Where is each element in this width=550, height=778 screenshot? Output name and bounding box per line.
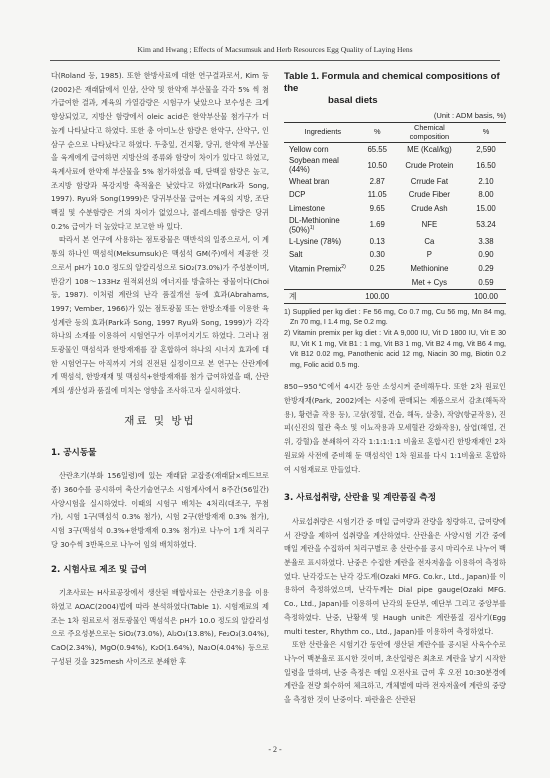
left-column	[51, 69, 269, 668]
table-row	[284, 188, 506, 202]
table-cell: DCP	[289, 190, 306, 200]
diet-table-body	[284, 143, 506, 304]
table-cell: 15.00	[476, 204, 496, 214]
methods-heading: 재료 및 방법	[124, 414, 196, 427]
table-cell: Soybean meal (44%)	[289, 156, 339, 175]
running-head: Kim and Hwang ; Effects of Macsumsuk and Herb Resources Egg Quality of Laying Hens	[137, 45, 413, 54]
table-cell: Crude Ash	[411, 204, 448, 214]
table-header-cell: %	[362, 123, 393, 143]
intro-paragraph-1: 다(Roland 등, 1985). 또한 한방사료에 대한 연구결과로서, Kim 등(2002)은 재래닭에서 인삼, 산약 및 한약재 부산물을 각각 5% 씩 첨가급여한 결과, 계육의 가열감량은 시험구가 낮았으나 보수성은 크게 향상되었고, 지방산 함량에서 oleic acid은 한약부산물 첨가구가 더 높게 나타났다고 하였다. 또한 총 아미노산 함량은 한약구, 산약구, 인삼구 순으로 나타났다고 하였다. 두충잎, 건지황, 당귀, 한약재 부산물을 육계에게 급여하면 지방산의 종류와 함량이 차이가 있다고 하였고, 육계사료에 한약재 부산물을 5% 첨가하였을 때, 단백질 함량은 높고, 조지방 함량과 복강지방 축적율은 낮았다고 하였다(Park과 Song, 1997). Ryu와 Song(1999)은 당귀부산물 급여는 계육의 지방, 조단백질 및 수분함량은 거의 차이가 없었으나, 콜레스테롤 함량은 당귀 0.2% 급여가 더 높았다고 보고한 바 있다.	[51, 71, 269, 231]
table-title-line-2: basal diets	[328, 95, 378, 106]
table-cell: NFE	[421, 220, 438, 230]
table-cell: 0.90	[478, 250, 494, 260]
right-column	[284, 71, 506, 707]
table-row	[284, 262, 506, 276]
table-cell: L-Lysine (78%)	[289, 236, 342, 246]
table-row	[284, 216, 506, 235]
table-cell: Limestone	[289, 204, 325, 214]
table-cell: Yellow corn	[289, 145, 329, 155]
table-cell: 16.50	[476, 160, 496, 170]
right-body	[284, 380, 506, 706]
header-rule	[50, 60, 500, 61]
table-row	[284, 234, 506, 248]
footnote-marker: 1)	[309, 224, 315, 231]
table-total-row	[284, 289, 506, 303]
table-row	[284, 202, 506, 216]
table-cell: 0.13	[369, 236, 385, 246]
table-cell: Crrude Fat	[410, 176, 449, 186]
diet-table	[284, 122, 506, 304]
table-cell: 0.30	[369, 250, 385, 260]
table-header-row	[284, 123, 506, 143]
section-text-diets: 기초사료는 H사료공장에서 생산된 배합사료는 산란초기용을 이용하였고 AOAC(2004)법에 따라 분석하였다(Table 1). 시험재료의 제조는 1차 원료로서 점토광물인 맥섬석은 pH가 10.0 정도의 알칼리성으로 주요성분으로는 SiO₂(73.0%), Al₂O₃(13.8%), Fe₂O₃(3.04%), CaO(2.34%), MgO(0.94%), K₂O(1.64%), Na₂O(4.04%) 등으로 구성된 것을 325mesh 사이즈로 분쇄한 후	[51, 588, 269, 666]
section-title-diets: 2. 시험사료 제조 및 급여	[51, 564, 147, 575]
table-total-cell	[393, 289, 466, 303]
table-cell: P	[426, 250, 432, 260]
table-cell: ME (Kcal/kg)	[407, 145, 452, 155]
table-title	[284, 71, 506, 107]
table-unit: (Unit : ADM basis, %)	[433, 111, 506, 120]
page-number: - 2 -	[268, 745, 282, 754]
table-cell: 8.00	[478, 190, 494, 200]
intro-paragraph-2: 따라서 본 연구에 사용하는 점토광물은 맥반석의 일종으로서, 이 계통의 하나인 맥섬석(Meksumsuk)은 맥섬석 GM(주)에서 제공한 것으로서 pH가 10.0 정도의 알칼리성으로 SiO₂(73.0%)가 주성분이며, 반감기 108～133Hz 원적외선의 에너지를 방출하는 광물이다(Choi 등, 1987). 이처럼 계란의 난각 품질개선 등에 효과(Abrahams, 1997; Vember, 1966)가 있는 점토광물 또는 한방소재를 이용한 육성계란 등의 효과(Park과 Song, 1997 Ryu와 Song, 1999)가 각각 하나의 소재를 이용하여 시험연구가 이루어지기도 하였다. 그러나 점토광물인 맥섬석과 한방재재를 잘 혼합하여 하나의 시너지 효과에 대한 시험연구는 아직까지 거의 진전된 실정이므로 본 연구는 산란계에게 맥섬석, 한방재재 및 맥섬석+한방재재를 첨가 급여하였을 때, 산란계의 생산성과 품질에 미치는 영향을 조사하고자 실시하였다.	[51, 235, 269, 396]
table-cell: Wheat bran	[289, 176, 330, 186]
section-title-animals: 1. 공시동물	[51, 447, 97, 458]
table-cell: 9.65	[369, 204, 385, 214]
table-cell: 65.55	[367, 145, 387, 155]
table-row	[284, 276, 506, 290]
table-cell: 11.05	[367, 190, 387, 200]
table-cell: Crude Protein	[405, 160, 454, 170]
table-footnotes	[284, 307, 506, 371]
table-cell: 0.25	[369, 264, 385, 274]
table-cell: 53.24	[476, 220, 496, 230]
section-title-measurements: 3. 사료섭취량, 산란율 및 계란품질 측정	[284, 493, 436, 504]
table-header-cell: Ingredients	[284, 123, 362, 143]
footnote-marker: 2)	[341, 263, 346, 270]
table-row	[284, 156, 506, 174]
table-cell: Salt	[289, 250, 303, 260]
table-cell	[362, 276, 393, 290]
table-total-cell: 계	[284, 289, 362, 303]
table-row	[284, 143, 506, 157]
table-cell: DL-Methionine $(50\%)^{1)}$	[289, 215, 340, 235]
footnote-vitamins: 2) Vitamin premix per kg diet : Vit A 9,000 IU, Vit D 1800 IU, Vit E 30 IU, Vit K 1 mg, Vit B1 : 1 mg, Vit B3 1 mg, Vit B2 4 mg, Vit B6 4 mg, Vit B12 0.02 mg, Panothenic acid 12 mg, Niacin 30 mg, Biotin 0.2 mg, Folic acid 0.5 mg.	[284, 328, 506, 369]
table-cell: 0.59	[478, 277, 494, 287]
table-header-cell: Chemical composition	[393, 123, 466, 143]
table-cell: 1.69	[369, 220, 385, 230]
table-cell: Met + Cys	[411, 277, 448, 287]
continued-paragraph: 850~950℃에서 4시간 동안 소성시켜 준비해두다. 또한 2차 원료인 한방재재(Park, 2002)에는 시중에 판매되는 제품으로서 감초(해독작용), 황련출 작용 등), 고삼(정혈, 건습, 해독, 살충), 작양(항균작용), 진피(신진의 혈관 축소 및 이뇨작용과 모세혈관 강화작용), 삼엽(해열, 건위, 강혈)을 분쇄하여 각각 1:1:1:1:1 비율로 혼합시킨 한방재재인 2차 원료와 사전에 준비해 둔 맥섬석인 1차 원료를 다시 1:1비율로 혼합하여 시험재료로 만들었다.	[284, 382, 506, 474]
table-cell: 2,590	[476, 145, 496, 155]
table-total-cell: 100.00	[362, 289, 393, 303]
section-text-measurements-2: 또한 산란율은 시험기간 동안에 생산된 계란수를 공시된 사육수수로 나누어 백분율로 표시한 것이며, 초산일령은 최초로 계란을 낳기 시작한 일령을 말하며, 난중 측정은 매일 오전사료 급여 후 오전 10:30분경에 계란을 전량 회수하여 체크하고, 개체별에 따라 전자저울에 계란의 중량을 측정한 것이 난중이다. 파란율은 산란된	[284, 640, 506, 705]
table-total-cell: 100.00	[466, 289, 506, 303]
section-text-animals: 산란초기(부화 156일령)에 있는 재래닭 교잡종(재래닭×레드브로종) 360수를 공시하여 축산기술연구소 시험계사에서 8주간(56일간) 사양시험을 실시하였다. 이때의 시험구 배치는 4처리(대조구, 무첨가), 시험 1구(맥섬석 0.3% 첨가), 시험 2구(한방재재 0.3% 첨가), 시험 3구(맥섬석 0.3%+한방재재 0.3% 첨가)로 나누어 1개 처리구당 30수씩 3반복으로 나누어 임의 배치하였다.	[51, 471, 269, 549]
table-row	[284, 248, 506, 262]
table-header-cell: %	[466, 123, 506, 143]
table-cell: Vitamin Premix$^{2)}$	[289, 263, 346, 274]
table-cell: Ca	[424, 236, 435, 246]
footnote-minerals: 1) Supplied per kg diet : Fe 56 mg, Co 0.7 mg, Cu 56 mg, Mn 84 mg, Zn 70 mg, I 1.4 mg, Se 0.2 mg.	[284, 307, 506, 327]
table-cell: Crude Fiber	[408, 190, 450, 200]
table-row	[284, 174, 506, 188]
table-cell: 2.10	[478, 176, 494, 186]
table-cell: 0.29	[478, 264, 494, 274]
table-cell	[284, 276, 362, 290]
section-text-measurements-1: 사료섭취량은 시험기간 중 매일 급여량과 잔량을 칭량하고, 급여량에서 잔량을 제하여 섭취량을 계산하였다. 산란율은 사양시험 기간 중에 매일 계란을 수집하여 처리구별로 총 산란수를 공시 마리수로 나누어 백분율로 표시하였다. 난중은 수집한 계란을 전자저울을 이용하여 측정하였다. 난각강도는 난각 강도계(Ozaki MFG. Co.kr., Ltd., Japan)를 이용하여 측정하였으며, 난각두께는 Dial pipe gauge(Ozaki MFG. Co., Ltd., Japan)를 이용하여 난각의 둔단부, 예단부 그리고 중앙부를 측정하였다. 난중, 난황색 및 Haugh unit은 계란품질 검사기(Egg multi tester, Rhythm co., Ltd., Japan)를 이용하여 측정하였다.	[284, 516, 506, 636]
table-cell: 10.50	[367, 160, 387, 170]
table-cell: 2.87	[369, 176, 385, 186]
table-cell: 3.38	[478, 236, 494, 246]
table-title-line-1: Table 1. Formula and chemical compositions of the	[284, 71, 500, 94]
table-cell: Methionine	[410, 264, 449, 274]
